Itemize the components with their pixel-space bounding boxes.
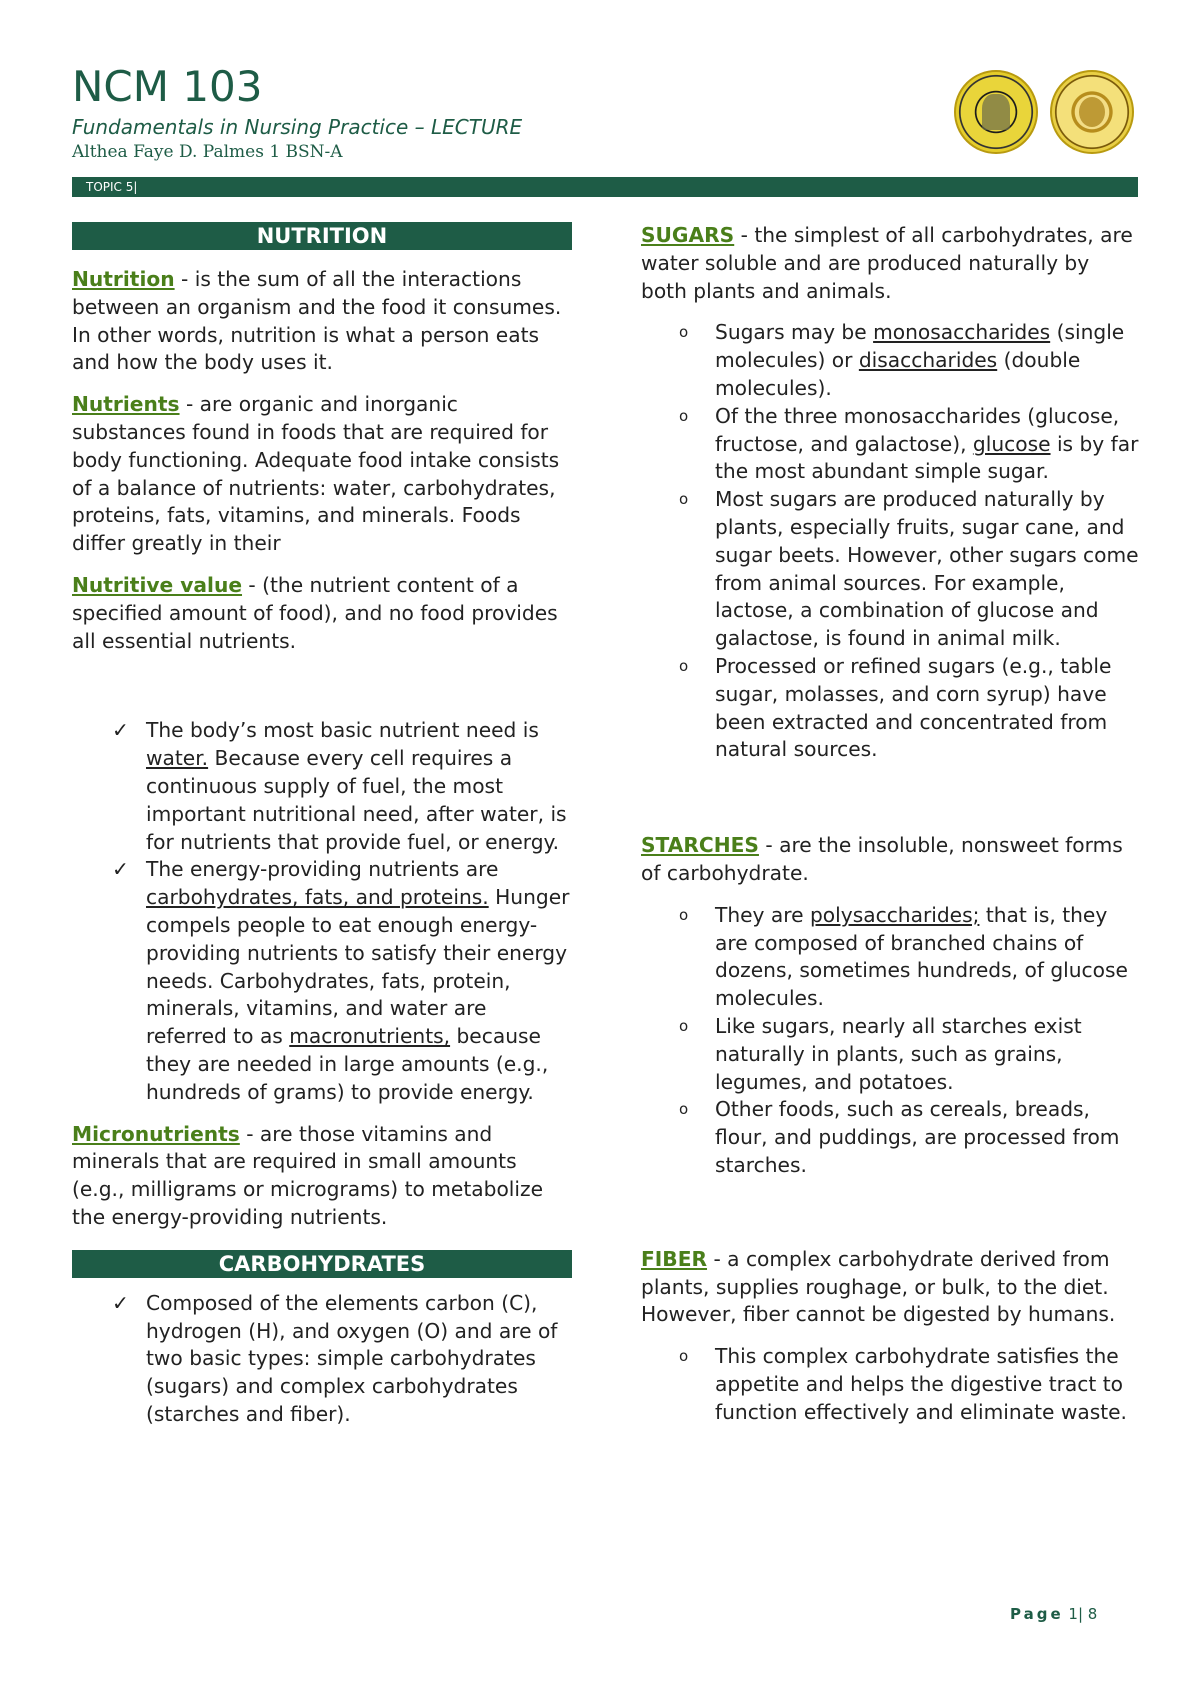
right-column — [641, 222, 1141, 1426]
nutrient-check-list — [72, 717, 572, 1106]
term-nutrients: Nutrients — [72, 392, 180, 417]
list-item: ✓ The body’s most basic nutrient need is water. Because every cell requires a continuous supply of fuel, the most important nutritional need, after water, is for nutrients that provide fuel, or energy. — [146, 717, 572, 856]
term-sugars: SUGARS — [641, 223, 735, 247]
term-nutrition: Nutrition — [72, 267, 175, 291]
carbohydrates-heading: CARBOHYDRATES — [72, 1250, 572, 1278]
page-total: 8 — [1087, 1605, 1098, 1623]
list-item: o They are polysaccharides; that is, they are composed of branched chains of dozens, sometimes hundreds, of glucose molecules. — [715, 902, 1141, 1013]
list-item: o Sugars may be monosaccharides (single molecules) or disaccharides (double molecules). — [715, 319, 1141, 402]
topic-bar: TOPIC 5| — [72, 177, 1138, 197]
page-footer: Page 1| 8 — [1010, 1605, 1098, 1623]
author-line: Althea Faye D. Palmes 1 BSN-A — [72, 142, 343, 162]
course-subtitle: Fundamentals in Nursing Practice – LECTURE — [72, 115, 523, 139]
list-item: o This complex carbohydrate satisfies the appetite and helps the digestive tract to function effectively and eliminate waste. — [715, 1343, 1141, 1426]
micronutrients-definition: Micronutrients - are those vitamins and minerals that are required in small amounts (e.g., milligrams or micrograms) to metabolize the energy-providing nutrients. — [72, 1121, 544, 1229]
course-title: NCM 103 — [72, 62, 263, 111]
list-item: ✓ Composed of the elements carbon (C), hydrogen (H), and oxygen (O) and are of two basic types: simple carbohydrates (sugars) and complex carbohydrates (starches and fiber). — [146, 1290, 572, 1429]
nutrients-definition: Nutrients - are organic and inorganic substances found in foods that are required for body functioning. Adequate food intake consists of a balance of nutrients: water, carbohydrates, proteins, fats, vitamins, and minerals. Foods differ greatly in their — [72, 392, 560, 556]
nutrition-definition: Nutrition - is the sum of all the interactions between an organism and the food it consumes. In other words, nutrition is what a person eats and how the body uses it. — [72, 267, 562, 375]
list-item: o Most sugars are produced naturally by plants, especially fruits, sugar cane, and sugar beets. However, other sugars come from animal sources. For example, lactose, a combination of glucose and galactose, is found in animal milk. — [715, 486, 1141, 653]
carbohydrates-check-list — [72, 1290, 572, 1429]
page-label: Page — [1010, 1605, 1064, 1623]
fiber-definition: FIBER - a complex carbohydrate derived from plants, supplies roughage, or bulk, to the diet. However, fiber cannot be digested by humans. — [641, 1246, 1116, 1327]
sugars-definition: SUGARS - the simplest of all carbohydrates, are water soluble and are produced naturally by both plants and animals. — [641, 223, 1133, 303]
starches-list — [641, 902, 1141, 1180]
sugars-list — [641, 319, 1141, 764]
college-seal-logo — [1050, 70, 1134, 154]
school-seal-logo — [954, 70, 1038, 154]
fiber-list — [641, 1343, 1141, 1426]
left-column — [72, 222, 572, 1429]
page-number: 1 — [1068, 1605, 1078, 1623]
nutrition-heading: NUTRITION — [72, 222, 572, 250]
list-item: o Like sugars, nearly all starches exist naturally in plants, such as grains, legumes, and potatoes. — [715, 1013, 1141, 1096]
list-item: o Other foods, such as cereals, breads, flour, and puddings, are processed from starches. — [715, 1096, 1141, 1179]
term-fiber: FIBER — [641, 1246, 708, 1271]
nutritive-value-definition: Nutritive value - (the nutrient content of a specified amount of food), and no food provides all essential nutrients. — [72, 572, 558, 653]
list-item: o Of the three monosaccharides (glucose, fructose, and galactose), glucose is by far the most abundant simple sugar. — [715, 403, 1141, 486]
list-item: o Processed or refined sugars (e.g., table sugar, molasses, and corn syrup) have been extracted and concentrated from natural sources. — [715, 653, 1141, 764]
term-micronutrients: Micronutrients — [72, 1121, 240, 1146]
list-item: ✓ The energy-providing nutrients are carbohydrates, fats, and proteins. Hunger compels people to eat enough energy-providing nutrients to satisfy their energy needs. Carbohydrates, fats, protein, minerals, vitamins, and water are referred to as macronutrients, because they are needed in large amounts (e.g., hundreds of grams) to provide energy. — [146, 856, 572, 1106]
starches-definition: STARCHES - are the insoluble, nonsweet forms of carbohydrate. — [641, 833, 1123, 885]
term-nutritive-value: Nutritive value — [72, 572, 243, 597]
term-starches: STARCHES — [641, 833, 759, 858]
